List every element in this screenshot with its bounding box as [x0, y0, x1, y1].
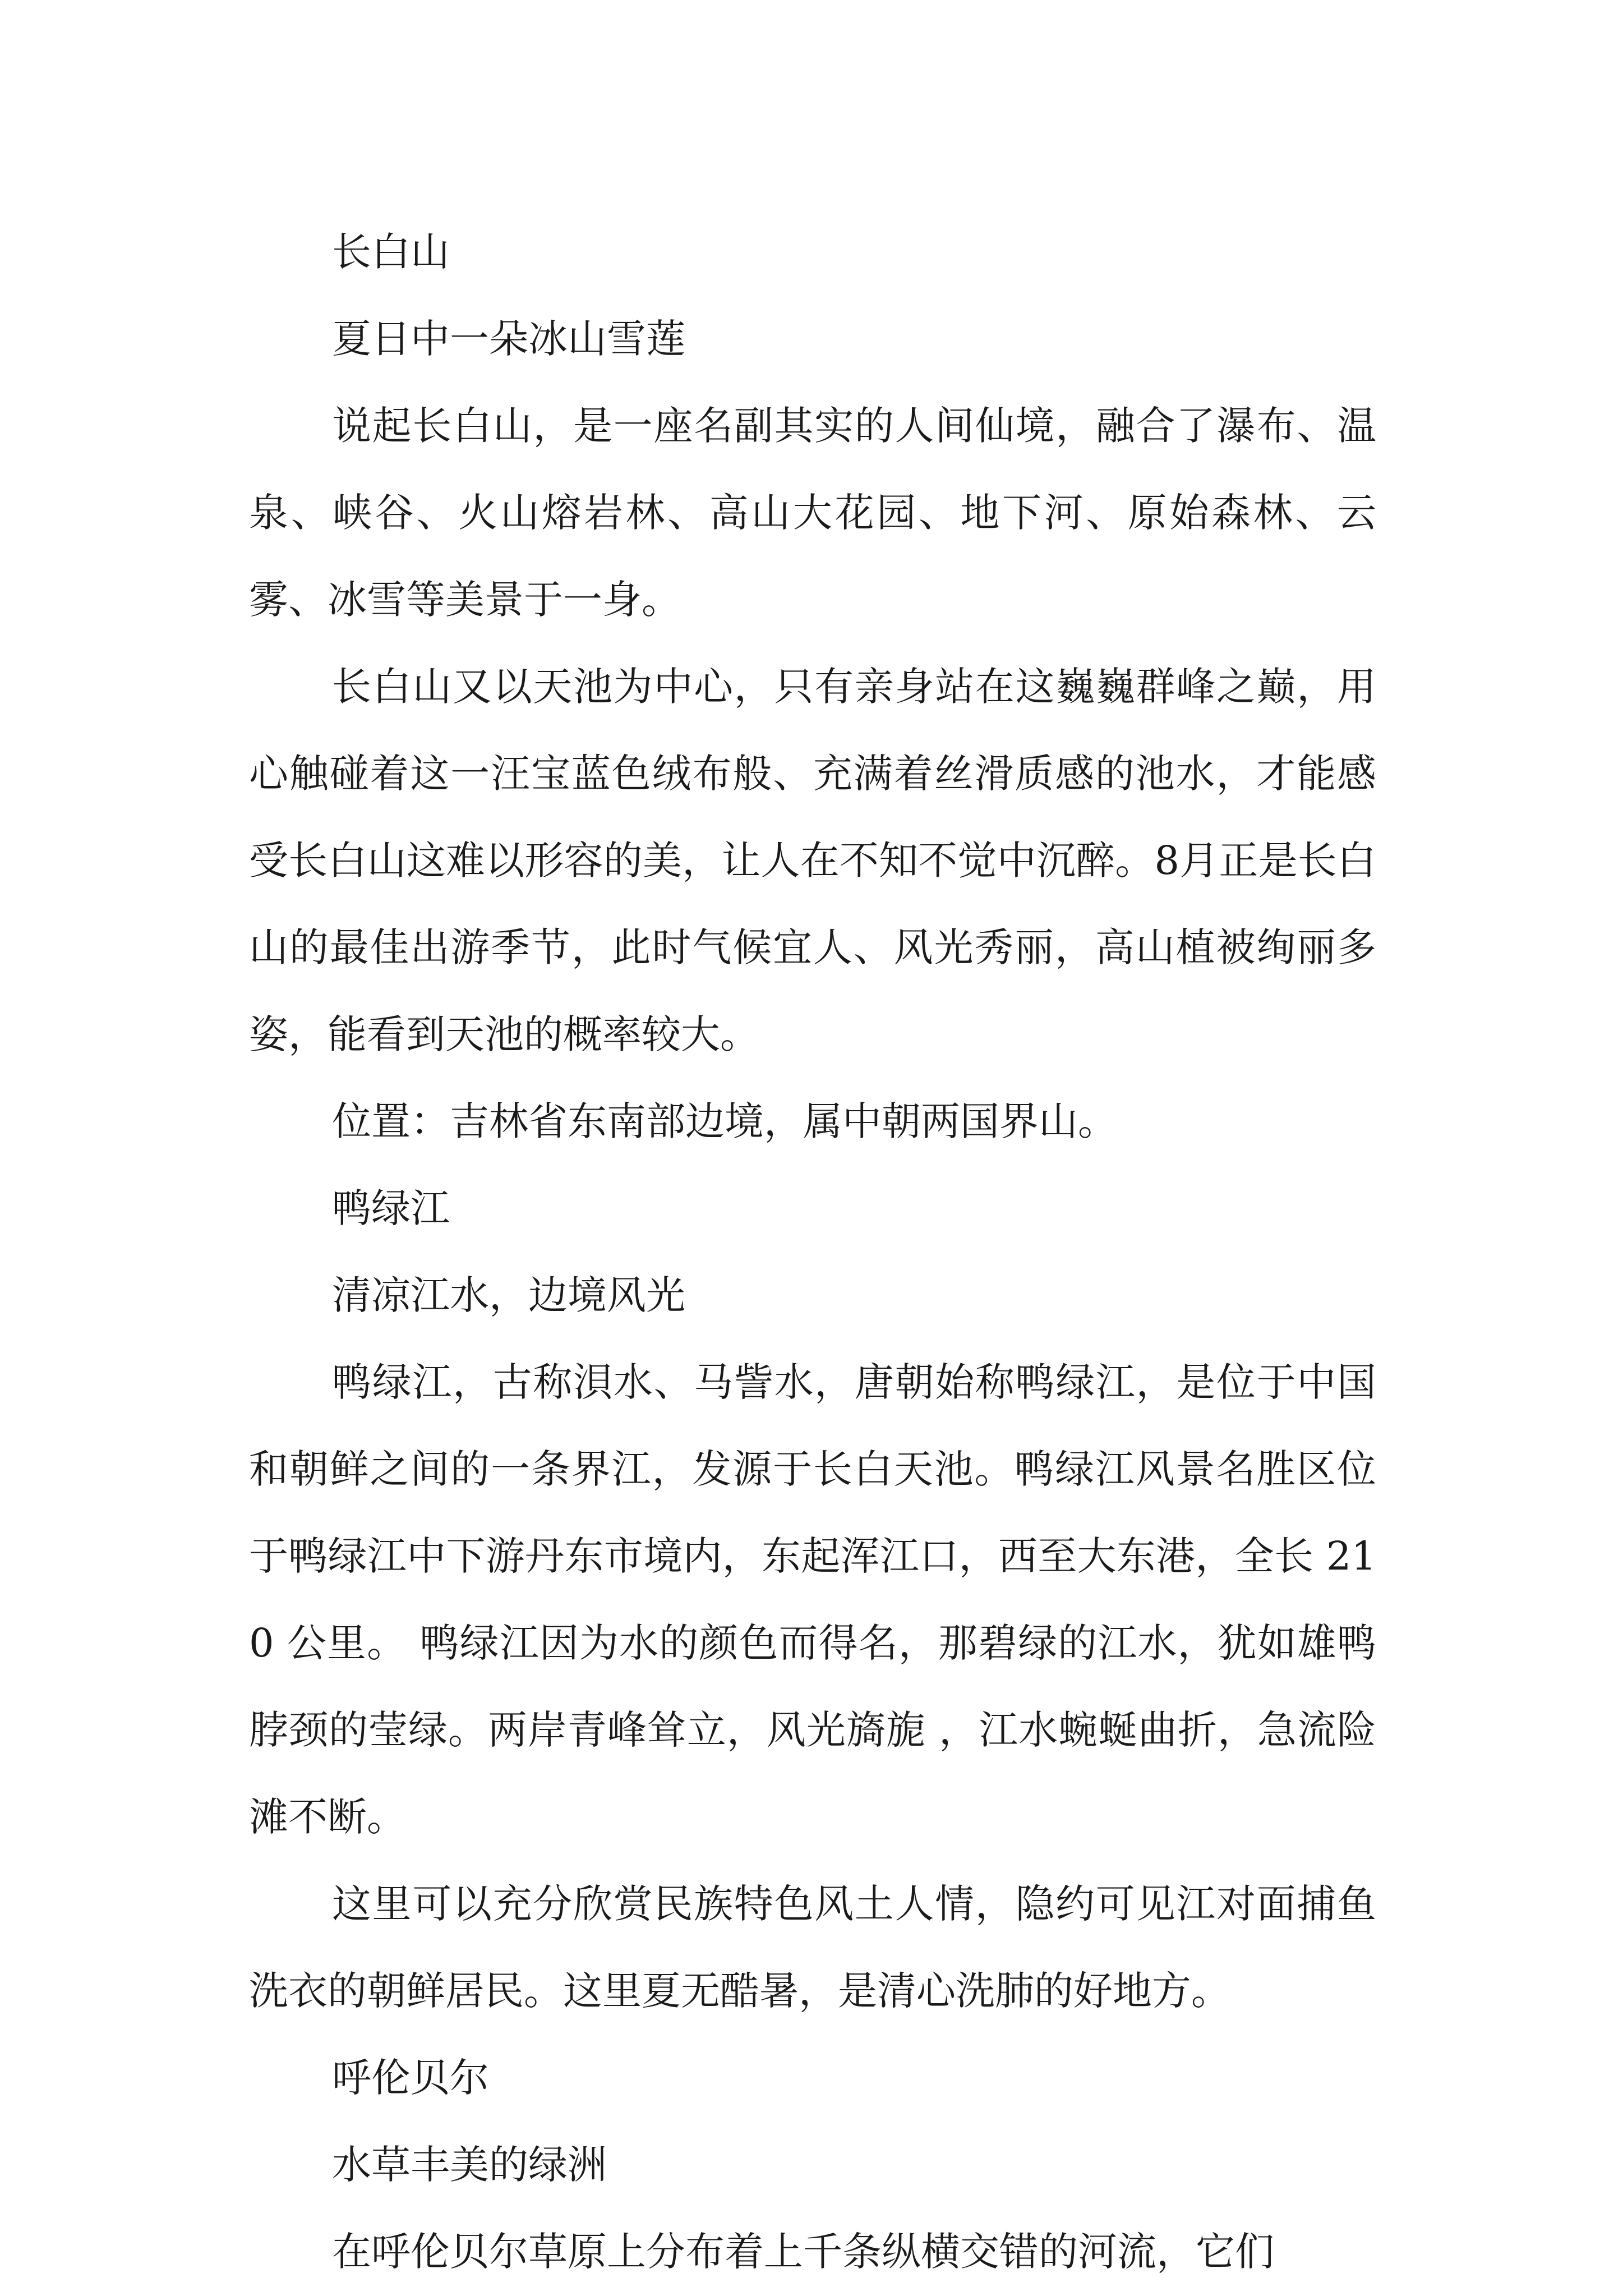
section-subtitle-yalujiang: 清凉江水，边境风光 [332, 1272, 685, 1318]
paragraph-changbaishan-tianchi: 长白山又以天池为中心，只有亲身站在这巍巍群峰之巅，用心触碰着这一汪宝蓝色绒布般、充满着丝滑质感的池水，才能感受长白山这难以形容的美，让人在不知不觉中沉醉。8月正是长白山的最佳出游季节，此时气候宜人、风光秀丽，高山植被绚丽多姿，能看到天池的概率较大。 [249, 664, 1376, 1057]
section-title-yalujiang: 鸭绿江 [332, 1185, 450, 1231]
paragraph-hulunbeier-intro: 在呼伦贝尔草原上分布着上千条纵横交错的河流，它们 [332, 2229, 1274, 2275]
section-title-hulunbeier: 呼伦贝尔 [332, 2055, 489, 2101]
paragraph-changbaishan-intro: 说起长白山，是一座名副其实的人间仙境，融合了瀑布、温泉、峡谷、火山熔岩林、高山大花园、地下河、原始森林、云雾、冰雪等美景于一身。 [249, 403, 1376, 623]
section-title-changbaishan: 长白山 [332, 229, 450, 275]
paragraph-yalujiang-intro: 鸭绿江，古称浿水、马訾水，唐朝始称鸭绿江，是位于中国和朝鲜之间的一条界江，发源于长白天池。鸭绿江风景名胜区位于鸭绿江中下游丹东市境内，东起浑江口，西至大东港，全长 210 公里。 鸭绿江因为水的颜色而得名，那碧绿的江水，犹如雄鸭脖颈的莹绿。两岸青峰耸立，风光旖旎 ，江水蜿蜒曲折，急流险滩不断。 [249, 1359, 1376, 1840]
section-subtitle-hulunbeier: 水草丰美的绿洲 [332, 2142, 607, 2188]
document-body [249, 209, 1376, 2295]
section-subtitle-changbaishan: 夏日中一朵冰山雪莲 [332, 316, 685, 362]
paragraph-yalujiang-customs: 这里可以充分欣赏民族特色风土人情，隐约可见江对面捕鱼洗衣的朝鲜居民。这里夏无酷暑，是清心洗肺的好地方。 [249, 1881, 1376, 2014]
paragraph-changbaishan-location: 位置：吉林省东南部边境，属中朝两国界山。 [332, 1098, 1117, 1144]
